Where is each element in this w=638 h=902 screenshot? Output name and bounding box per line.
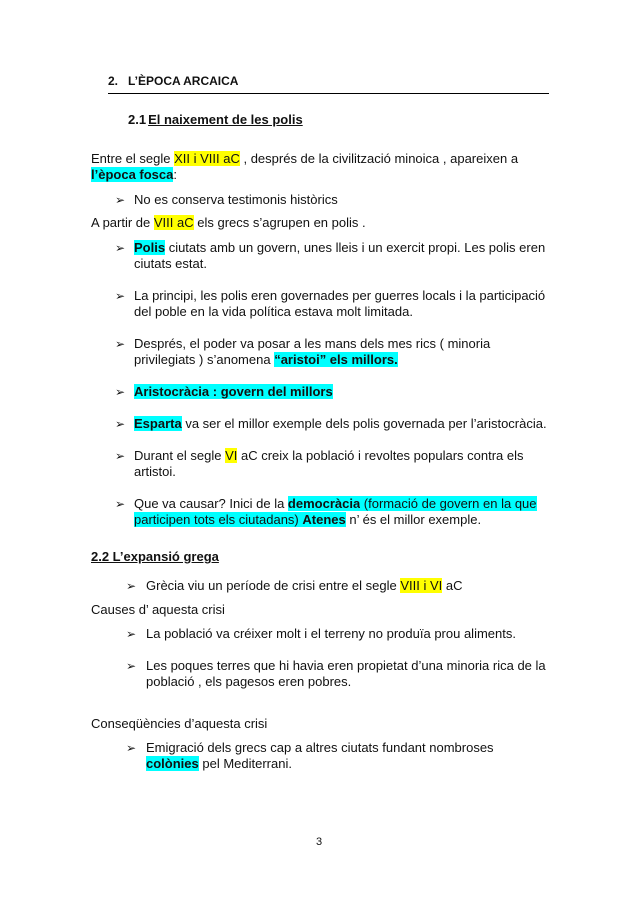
highlight-term: Aristocràcia : govern del millors	[134, 384, 333, 399]
highlight-term: democràcia	[287, 496, 361, 511]
list-item-continuation: ciutats estat.	[134, 256, 207, 271]
highlight-term: “aristoi” els millors.	[274, 352, 398, 367]
highlight-century: XII i VIII aC	[174, 151, 240, 166]
list-item-continuation: privilegiats ) s’anomena “aristoi” els millors.	[134, 352, 398, 367]
list-item: La població va créixer molt i el terreny no produïa prou aliments.	[146, 626, 516, 641]
highlight-dark-age: l’època fosca	[91, 167, 174, 182]
arrow-bullet-icon: ➢	[126, 627, 137, 641]
list-item: Que va causar? Inici de la democràcia (formació de govern en la que	[134, 496, 537, 511]
section-number: 2.	[108, 74, 119, 88]
arrow-bullet-icon: ➢	[115, 289, 126, 303]
list-item: Grècia viu un període de crisi entre el segle VIII i VI aC	[146, 578, 463, 593]
list-item: Esparta va ser el millor exemple dels polis governada per l’aristocràcia.	[134, 416, 547, 431]
heading-rule	[108, 93, 549, 94]
list-item-continuation: participen tots els ciutadans) Atenes n’ és el millor exemple.	[134, 512, 482, 527]
subsection-number: 2.1	[128, 112, 147, 127]
subsection-heading-2-2: 2.2 L’expansió grega	[91, 549, 219, 564]
paragraph-1-line-2: l’època fosca:	[91, 167, 177, 182]
section-title: L’ÈPOCA ARCAICA	[128, 74, 239, 88]
highlight-century: VIII i VI	[400, 578, 443, 593]
list-item: Durant el segle VI aC creix la població i revoltes populars contra els	[134, 448, 524, 463]
arrow-bullet-icon: ➢	[126, 741, 137, 755]
list-item: Emigració dels grecs cap a altres ciutats fundant nombroses	[146, 740, 494, 755]
list-item: Després, el poder va posar a les mans dels mes rics ( minoria	[134, 336, 491, 351]
list-item: No es conserva testimonis històrics	[134, 192, 338, 207]
consequences-label: Conseqüències d’aquesta crisi	[91, 716, 268, 731]
arrow-bullet-icon: ➢	[126, 659, 137, 673]
highlight-century: VI	[225, 448, 238, 463]
highlight-century: VIII aC	[153, 215, 194, 230]
list-item: Polis ciutats amb un govern, unes lleis i un exercit propi. Les polis eren	[134, 240, 546, 255]
causes-label: Causes d’ aquesta crisi	[91, 602, 225, 617]
subsection-heading-2-1	[128, 112, 303, 128]
highlight-term: Polis	[134, 240, 166, 255]
highlight-term: Atenes	[302, 512, 346, 527]
list-item	[134, 384, 333, 400]
arrow-bullet-icon: ➢	[115, 497, 126, 511]
list-item-continuation: del poble en la vida política estava molt limitada.	[134, 304, 413, 319]
highlight-term: colònies	[146, 756, 199, 771]
subsection-title: El naixement de les polis	[148, 112, 303, 127]
paragraph-2: A partir de VIII aC els grecs s’agrupen en polis .	[91, 215, 366, 230]
arrow-bullet-icon: ➢	[115, 385, 126, 399]
list-item: La principi, les polis eren governades per guerres locals i la participació	[134, 288, 546, 303]
arrow-bullet-icon: ➢	[115, 417, 126, 431]
list-item-continuation: població , els pagesos eren pobres.	[146, 674, 352, 689]
arrow-bullet-icon: ➢	[115, 193, 126, 207]
list-item-continuation: colònies pel Mediterrani.	[146, 756, 292, 771]
highlight-term: Esparta	[134, 416, 182, 431]
paragraph-1-line-1: Entre el segle XII i VIII aC , després de la civilització minoica , apareixen a	[91, 151, 519, 166]
page-number: 3	[315, 836, 323, 848]
arrow-bullet-icon: ➢	[126, 579, 137, 593]
list-item: Les poques terres que hi havia eren propietat d’una minoria rica de la	[146, 658, 546, 673]
arrow-bullet-icon: ➢	[115, 241, 126, 255]
arrow-bullet-icon: ➢	[115, 337, 126, 351]
list-item-continuation: artistoi.	[134, 464, 176, 479]
arrow-bullet-icon: ➢	[115, 449, 126, 463]
